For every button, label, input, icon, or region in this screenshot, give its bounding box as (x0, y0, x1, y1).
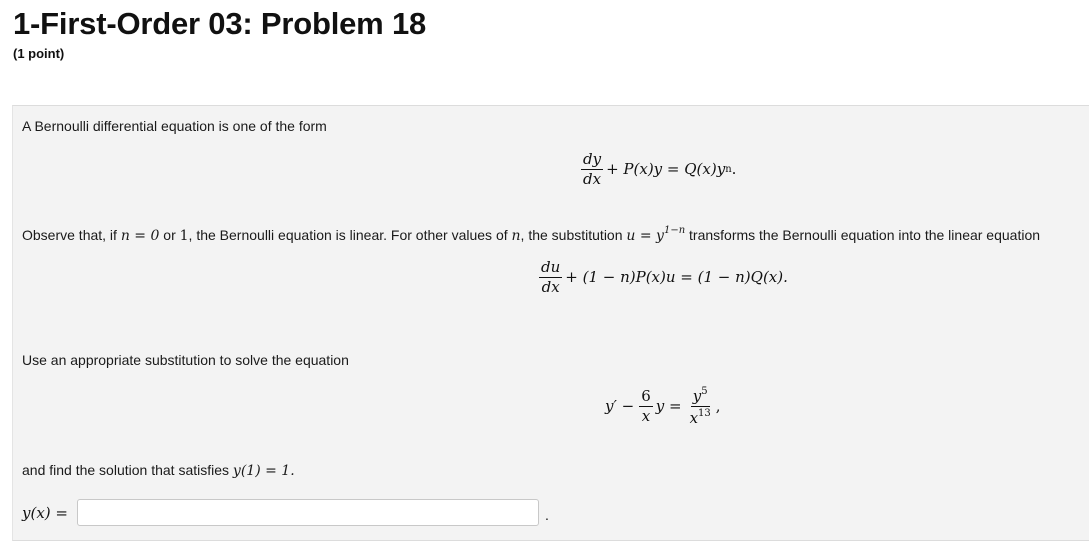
answer-label: y(x) = (22, 504, 68, 522)
observe-text: Observe that, if n = 0 or 1, the Bernoulli equation is linear. For other values of n, the substitution $u = y^{1-n}$ transforms the Bernoulli equation into the linear equation (22, 225, 1041, 244)
bernoulli-equation (578, 151, 736, 187)
six-over-x-fraction: $\frac{6}{x}$ (641, 387, 651, 425)
eq3-mid: y = (655, 397, 682, 415)
eq3-lhs: y′ − (605, 397, 635, 415)
answer-input[interactable] (77, 499, 539, 526)
eq3-end: , (715, 397, 721, 415)
eq1-rest: + P(x)y = Q(x)y (606, 160, 726, 178)
points-label: (1 point) (13, 46, 65, 61)
find-text: and find the solution that satisfies y(1) = 1. (22, 462, 295, 479)
eq1-end: . (731, 160, 737, 178)
linear-equation (536, 259, 788, 295)
du-dx-fraction: $\frac{du}{dx}$ (541, 258, 561, 296)
target-equation (605, 386, 721, 426)
page-title: 1-First-Order 03: Problem 18 (13, 6, 427, 41)
y5-over-x13-fraction: $\frac{y^5}{x^{13}}$ (689, 386, 711, 427)
use-text: Use an appropriate substitution to solve the equation (22, 352, 349, 368)
eq2-rest: + (1 − n)P(x)u = (1 − n)Q(x). (565, 268, 788, 286)
answer-period: . (545, 507, 549, 523)
intro-text: A Bernoulli differential equation is one of the form (22, 118, 327, 134)
eq1-exponent: n (725, 163, 732, 175)
dy-dx-fraction: $\frac{dy}{dx}$ (583, 150, 602, 188)
